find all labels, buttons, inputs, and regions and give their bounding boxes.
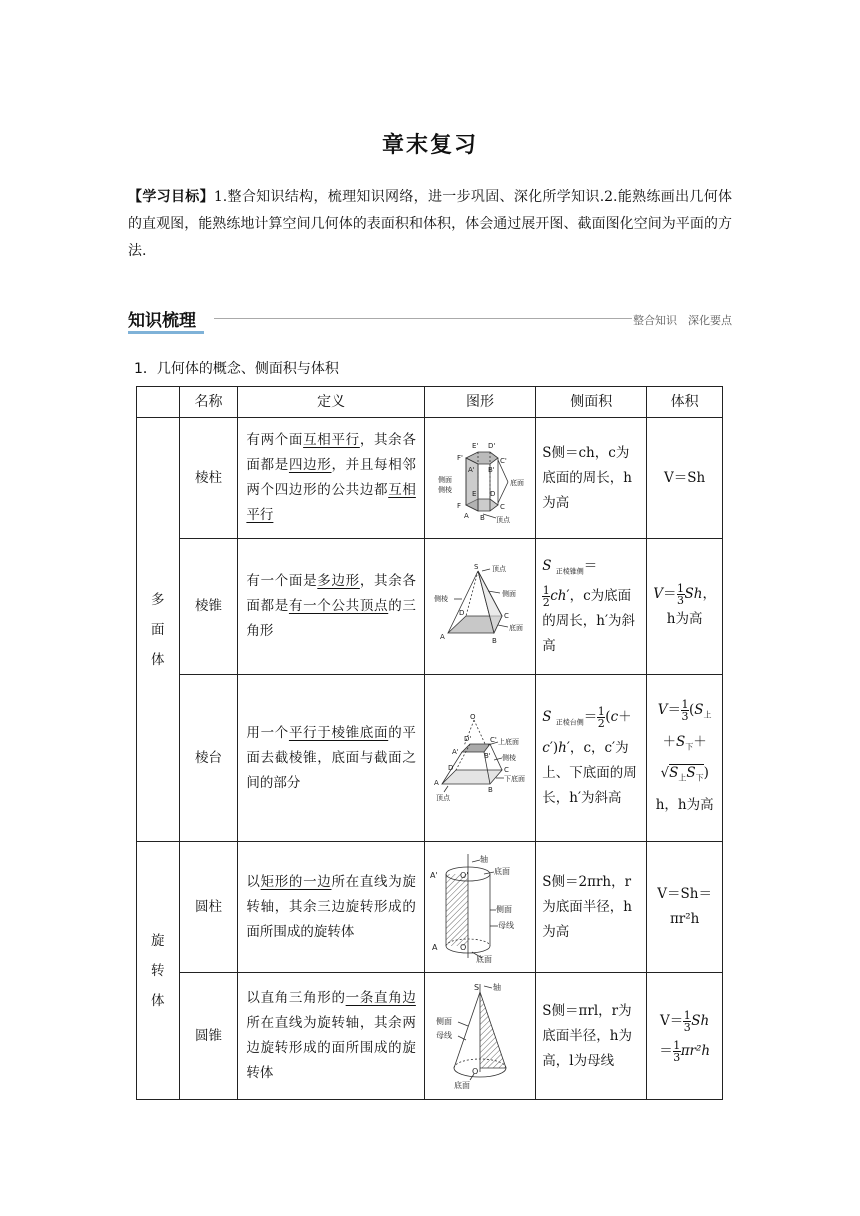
fig-label: O (460, 943, 467, 952)
fig-label: 侧面 (496, 905, 513, 914)
area-subscript: 正棱台侧 (555, 718, 584, 727)
objective-tag: 【学习目标】 (128, 189, 214, 205)
def-key: 四边形 (288, 457, 332, 473)
area-cylinder: S侧＝2πrh，r为底面半径，h为高 (536, 842, 647, 973)
table-row (137, 842, 723, 973)
fig-label: B' (484, 752, 491, 760)
fig-label: 轴 (480, 855, 489, 864)
fig-label: 母线 (498, 921, 515, 930)
name-pyramid: 棱锥 (179, 539, 238, 675)
fig-label: F' (457, 454, 463, 462)
def-text: 用一个 (246, 724, 289, 741)
fig-label: S (474, 562, 479, 571)
header-volume: 体积 (647, 387, 723, 418)
fig-label: 底面 (509, 623, 524, 632)
prism-figure (428, 430, 532, 526)
fig-label: D' (464, 735, 472, 743)
def-frustum (238, 675, 424, 842)
fig-label: B (480, 514, 485, 522)
def-prism (238, 418, 424, 539)
fig-label: 侧面 (502, 589, 517, 598)
section-divider (214, 318, 632, 319)
section-title-underline (128, 331, 204, 334)
def-text: 的平面去截棱锥，底面与截面之间的部分 (246, 724, 416, 791)
cylinder-figure (428, 850, 532, 964)
vol-text: V＝ (660, 1013, 684, 1029)
fig-label: 母线 (436, 1031, 453, 1040)
fig-label: C' (490, 736, 497, 744)
group-char: 旋 (151, 932, 165, 949)
def-key: 平行于棱锥底面 (288, 724, 389, 741)
cone-figure (428, 980, 532, 1092)
fig-label: 侧面 (436, 1017, 453, 1026)
group-polyhedron (137, 418, 180, 842)
def-key: 多边形 (317, 573, 360, 589)
fig-label: B (492, 636, 497, 645)
fig-label: O' (460, 871, 469, 880)
frustum-figure (428, 712, 532, 804)
fig-label: 轴 (493, 983, 502, 992)
fig-pyramid-cell (424, 539, 535, 675)
fig-label: O (472, 1067, 479, 1076)
def-text: 的三角形 (246, 598, 416, 639)
area-text: c为底面的周长，h′为斜高 (542, 588, 636, 655)
def-text: 有两个面 (246, 432, 304, 448)
def-text: 以直角三角形的 (246, 990, 346, 1006)
area-cone: S侧＝πrl，r为底面半径，h为高，l为母线 (536, 973, 647, 1100)
fig-label: D (448, 764, 454, 772)
fig-label: C (504, 611, 509, 620)
page-title: 章末复习 (381, 133, 478, 158)
table-row (137, 973, 723, 1100)
fig-label: S (474, 983, 480, 992)
fig-label: E' (472, 442, 479, 450)
def-text: ，其余各面都是 (246, 432, 416, 473)
group-char: 体 (151, 992, 165, 1009)
section-title: 知识梳理 (128, 311, 196, 331)
fig-label: B (488, 786, 493, 794)
fig-label: A (434, 779, 439, 787)
def-key: 矩形的一边 (260, 873, 332, 890)
fig-label: A' (468, 466, 475, 474)
def-pyramid (238, 539, 424, 675)
fig-label: 顶点 (492, 564, 507, 573)
fig-label: 侧棱 (434, 594, 449, 603)
area-subscript: 正棱锥侧 (555, 567, 584, 576)
area-text: c，c′为上、下底面的周长，h′为斜高 (542, 739, 637, 806)
table-row (137, 539, 723, 675)
name-cone: 圆锥 (179, 973, 238, 1100)
vol-text: h为高 (666, 610, 703, 627)
vol-frustum: V＝1 $3(S_上$ $+S_下+$ $√S_上S_下$) h，h为高 (647, 675, 723, 842)
vol-text: πr²h (680, 1043, 711, 1059)
def-key: 一条直角边 (345, 990, 416, 1006)
fig-label: A (440, 632, 445, 641)
learning-objectives (128, 184, 732, 265)
header-figure: 图形 (424, 387, 535, 418)
vol-subscript: 上 (703, 710, 712, 720)
vol-subscript: 下 (695, 774, 704, 784)
def-text: ，其余各面都是 (246, 573, 416, 614)
fig-label: 侧棱 (438, 486, 453, 494)
fig-label: D (490, 490, 496, 498)
name-cylinder: 圆柱 (179, 842, 238, 973)
vol-pyramid: V＝1 3Sh， h为高 (647, 539, 723, 675)
name-frustum: 棱台 (179, 675, 238, 842)
fig-label: C (500, 503, 505, 511)
fig-prism-cell (424, 418, 535, 539)
section-header (128, 306, 732, 336)
area-prism: S侧＝ch，c为底面的周长，h为高 (536, 418, 647, 539)
vol-subscript: 下 (685, 742, 694, 752)
fig-cone-cell (424, 973, 535, 1100)
def-text: 有一个面是 (246, 573, 318, 589)
def-key: 有一个公共顶点 (288, 598, 389, 614)
fig-label: D' (488, 442, 496, 450)
fig-label: 顶点 (496, 516, 511, 524)
fig-label: A (432, 943, 438, 952)
fig-label: 上底面 (498, 738, 520, 746)
geometry-table (136, 386, 723, 1100)
group-char: 多 (151, 591, 165, 608)
table-header-row (137, 387, 723, 418)
header-blank (137, 387, 180, 418)
objective-text: 1.整合知识结构，梳理知识网络，进一步巩固、深化所学知识.2.能熟练画出几何体的直观图，能熟练地计算空间几何体的表面积和体积，体会通过展开图、截面图化空间为平面的方法. (128, 189, 733, 259)
fig-label: A' (452, 748, 459, 756)
table-row (137, 418, 723, 539)
header-lateral-area: 侧面积 (536, 387, 647, 418)
fig-label: 底面 (476, 955, 493, 964)
def-text: 以 (246, 873, 261, 890)
fig-label: A (464, 512, 469, 520)
fig-label: C (504, 766, 509, 774)
fig-label: C' (500, 457, 507, 465)
fig-label: 下底面 (504, 775, 526, 783)
def-text: 所在直线为旋转轴，其余三边旋转形成的面所围成的旋转体 (246, 873, 416, 940)
vol-subscript: 上 (678, 774, 687, 784)
fig-label: 侧棱 (502, 754, 517, 762)
vol-text: ＝ (659, 1043, 673, 1059)
fig-label: A' (430, 871, 438, 880)
subheading: 1．几何体的概念、侧面积与体积 (134, 361, 339, 377)
vol-text: Sh (691, 1013, 710, 1029)
header-definition: 定义 (238, 387, 424, 418)
def-text: 所在直线为旋转轴，其余两边旋转形成的面所围成的旋转体 (246, 1015, 416, 1081)
fig-frustum-cell (424, 675, 535, 842)
group-char: 转 (151, 962, 165, 979)
fig-label: B' (488, 466, 495, 474)
group-char: 面 (151, 621, 165, 638)
fig-label: E (472, 490, 477, 498)
group-solid-of-revolution (137, 842, 180, 1100)
fig-label: O (470, 713, 476, 721)
pyramid-figure (428, 561, 532, 653)
fig-cylinder-cell (424, 842, 535, 973)
def-text: ，并且每相邻两个四边形的公共边都 (246, 457, 416, 498)
section-subtitle: 整合知识 深化要点 (633, 314, 732, 327)
fig-label: 底面 (494, 867, 511, 876)
vol-cone: V＝1 3Sh ＝1 3πr²h (647, 973, 723, 1100)
header-name: 名称 (179, 387, 238, 418)
fig-label: F (457, 502, 462, 510)
name-prism: 棱柱 (179, 418, 238, 539)
fig-label: 底面 (454, 1081, 471, 1090)
def-key: 互相平行 (303, 432, 360, 448)
table-row (137, 675, 723, 842)
fig-label: 侧面 (438, 476, 453, 484)
area-pyramid: S $_{正棱锥侧}$＝ 1 2ch′，c为底面的周长，h′为斜高 (536, 539, 647, 675)
vol-text: h，h为高 (655, 797, 714, 814)
fig-label: 顶点 (436, 794, 451, 802)
area-frustum: S $_{正棱台侧}$＝1 2(c＋ c′)h′，c，c′为上、下底面的周长，h′为斜高 (536, 675, 647, 842)
fig-label: 底面 (510, 479, 525, 487)
fig-label: D (459, 608, 465, 617)
vol-cylinder: V＝Sh＝πr²h (647, 842, 723, 973)
def-cone (238, 973, 424, 1100)
vol-prism: V＝Sh (647, 418, 723, 539)
def-key: 互相平行 (246, 482, 416, 523)
def-cylinder (238, 842, 424, 973)
group-char: 体 (151, 651, 165, 668)
